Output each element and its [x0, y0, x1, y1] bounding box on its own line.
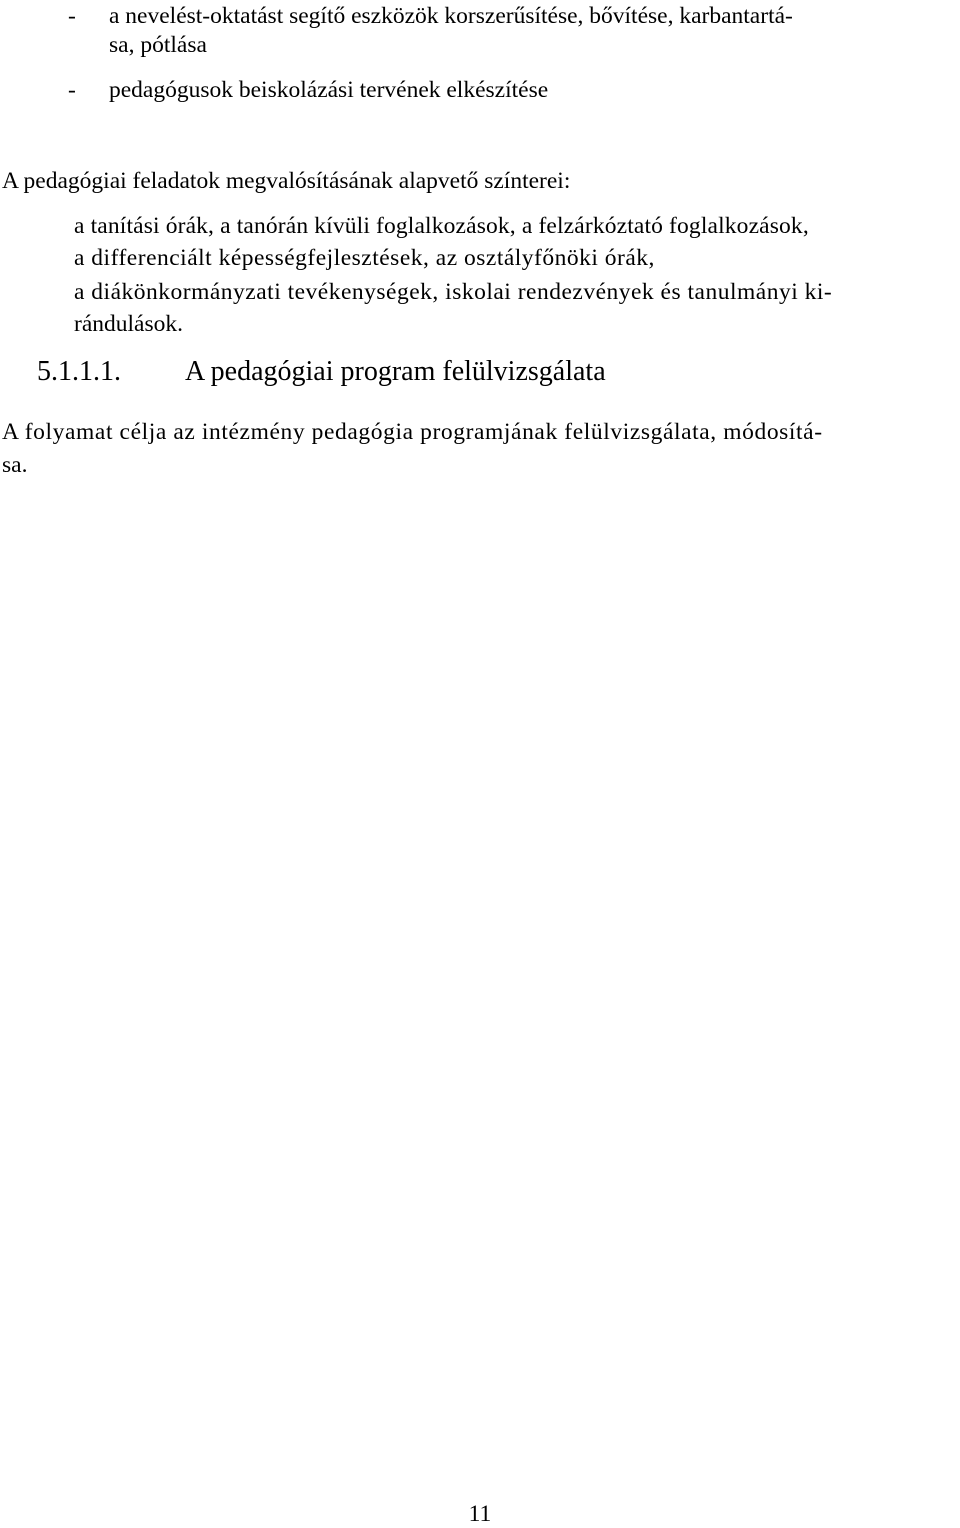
venues-line: a tanítási órák, a tanórán kívüli foglalkozások, a felzárkóztató foglalkozások, — [74, 213, 809, 239]
section-title: A pedagógiai program felülvizsgálata — [185, 356, 606, 387]
venues-line: rándulások. — [74, 311, 183, 337]
body-line: sa. — [2, 452, 28, 478]
intro-paragraph: A pedagógiai feladatok megvalósításának alapvető színterei: — [2, 168, 571, 194]
section-number: 5.1.1.1. — [37, 356, 121, 387]
venues-line: a differenciált képességfejlesztések, az osztályfőnöki órák, — [74, 245, 655, 271]
section-heading — [37, 355, 606, 389]
bullet-line: a nevelést-oktatást segítő eszközök korszerűsítése, bővítése, karbantartá- — [109, 3, 793, 29]
page-number: 11 — [468, 1501, 492, 1527]
bullet-line: sa, pótlása — [109, 32, 207, 58]
venues-line: a diákönkormányzati tevékenységek, iskolai rendezvények és tanulmányi ki- — [74, 279, 833, 305]
bullet-marker: - — [68, 3, 76, 29]
bullet-marker: - — [68, 77, 76, 103]
bullet-line: pedagógusok beiskolázási tervének elkészítése — [109, 77, 549, 103]
body-line: A folyamat célja az intézmény pedagógia programjának felülvizsgálata, módosítá- — [2, 419, 823, 445]
